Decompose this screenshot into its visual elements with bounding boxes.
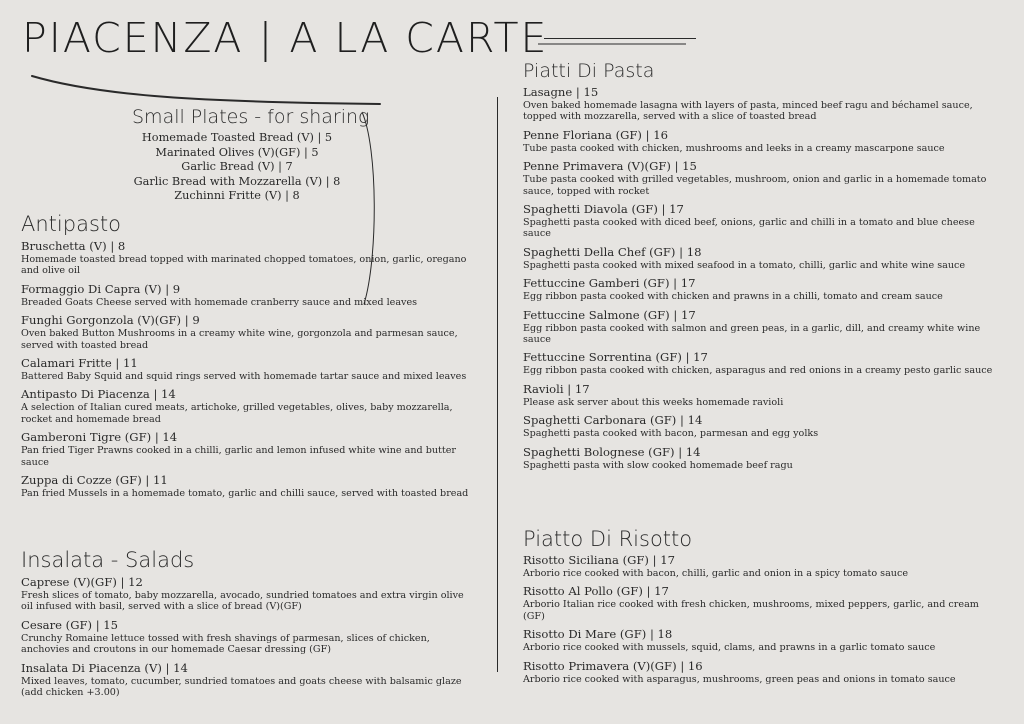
menu-item-title: Insalata Di Piacenza (V) | 14 (21, 660, 188, 675)
menu-item-desc: Tube pasta cooked with chicken, mushrooms and leeks in a creamy mascarpone sauce (523, 142, 945, 154)
menu-item-desc: Egg ribbon pasta cooked with chicken and prawns in a chilli, tomato and cream sauce (523, 291, 943, 303)
small-plate-item: Homemade Toasted Bread (V) | 5 (141, 131, 333, 144)
menu-item-title: Calamari Fritte | 11 (21, 356, 138, 371)
risotto-list (523, 552, 993, 689)
small-plates-list (132, 131, 342, 204)
menu-item-desc: Battered Baby Squid and squid rings served with homemade tartar sauce and mixed leaves (21, 371, 467, 383)
small-plates-heading: Small Plates - for sharing (132, 106, 370, 128)
menu-item-title: Fettuccine Salmone (GF) | 17 (523, 307, 696, 322)
menu-item-desc: Pan fried Tiger Prawns cooked in a chilli, garlic and lemon infused white wine and butter sauce (21, 445, 457, 468)
menu-item-desc: Egg ribbon pasta cooked with chicken, asparagus and red onions in a creamy pesto garlic sauce (523, 365, 993, 377)
menu-item-desc: Pan fried Mussels in a homemade tomato, garlic and chilli sauce, served with toasted bread (21, 488, 469, 500)
menu-item-desc: Breaded Goats Cheese served with homemade cranberry sauce and mixed leaves (21, 296, 418, 308)
menu-item-title: Bruschetta (V) | 8 (21, 239, 126, 253)
menu-item-title: Fettuccine Gamberi (GF) | 17 (523, 276, 696, 291)
menu-item-desc: Egg ribbon pasta cooked with salmon and green peas, in a garlic, dill, and creamy white wine sauce (523, 322, 981, 346)
menu-item-title: Caprese (V)(GF) | 12 (21, 575, 143, 589)
menu-item-title: Lasagne | 15 (523, 85, 599, 99)
menu-item-title: Fettuccine Sorrentina (GF) | 17 (523, 350, 708, 365)
menu-item-desc: Fresh slices of tomato, baby mozzarella, avocado, sundried tomatoes and extra virgin olive oil infused with basil, served with a slice of bread (V)(GF) (21, 590, 464, 613)
menu-item-desc: Tube pasta cooked with grilled vegetables, mushroom, onion and garlic in a homemade tomato sauce, topped with rocket (523, 174, 987, 197)
menu-item-desc: Crunchy Romaine lettuce tossed with fresh shavings of parmesan, slices of chicken, anchovies and croutons in our homemade Caesar dressing (GF) (21, 632, 430, 656)
menu-item-title: Spaghetti Diavola (GF) | 17 (523, 202, 684, 217)
menu-item-desc: Oven baked homemade lasagna with layers of pasta, minced beef ragu and béchamel sauce, topped with mozzarella, served with a slice of toasted bread (523, 100, 973, 123)
menu-item-title: Spaghetti Bolognese (GF) | 14 (523, 444, 701, 459)
menu-item-title: Risotto Primavera (V)(GF) | 16 (523, 658, 703, 673)
menu-item-desc: Arborio Italian rice cooked with fresh chicken, mushrooms, mixed peppers, garlic, and cream (GF) (523, 599, 979, 622)
menu-item-desc: Homemade toasted bread topped with marinated chopped tomatoes, onion, garlic, oregano and olive oil (21, 254, 467, 277)
menu-item-title: Antipasto Di Piacenza | 14 (21, 387, 176, 402)
menu-item-title: Risotto Di Mare (GF) | 18 (523, 627, 673, 642)
menu-item-desc: Spaghetti pasta cooked with mixed seafood in a tomato, chilli, garlic and white wine sauce (523, 259, 966, 271)
menu-item-desc: Arborio rice cooked with bacon, chilli, garlic and onion in a spicy tomato sauce (523, 568, 909, 579)
antipasto-list (21, 238, 471, 503)
column-divider (497, 97, 498, 672)
small-plate-item: Marinated Olives (V)(GF) | 5 (155, 145, 319, 159)
menu-item-title: Gamberoni Tigre (GF) | 14 (21, 430, 178, 445)
menu-item-title: Risotto Al Pollo (GF) | 17 (523, 584, 669, 599)
antipasto-heading: Antipasto (21, 212, 121, 236)
menu-item-desc: Please ask server about this weeks homemade ravioli (523, 396, 784, 408)
menu-item-title: Penne Floriana (GF) | 16 (523, 127, 668, 142)
menu-item-desc: Spaghetti pasta cooked with bacon, parmesan and egg yolks (523, 428, 819, 440)
menu-item-desc: Arborio rice cooked with mussels, squid, clams, and prawns in a garlic tomato sauce (523, 642, 936, 654)
pasta-heading: Piatti Di Pasta (523, 60, 655, 82)
menu-item-desc: Mixed leaves, tomato, cucumber, sundried tomatoes and goats cheese with balsamic glaze (add chicken +3.00) (21, 675, 462, 699)
menu-item-desc: A selection of Italian cured meats, artichoke, grilled vegetables, olives, baby mozzarella, rocket and homemade bread (21, 402, 453, 425)
insalata-heading: Insalata - Salads (21, 548, 195, 572)
menu-item-title: Funghi Gorgonzola (V)(GF) | 9 (21, 313, 200, 328)
small-plate-item: Garlic Bread with Mozzarella (V) | 8 (133, 174, 341, 188)
title-swoosh-decoration (30, 72, 390, 106)
menu-title: PIACENZA | A LA CARTE (22, 14, 549, 62)
menu-item-desc: Spaghetti pasta cooked with diced beef, onions, garlic and chilli in a tomato and blue cheese sauce (523, 217, 975, 240)
menu-item-desc: Spaghetti pasta with slow cooked homemade beef ragu (523, 459, 793, 471)
menu-item-desc: Arborio rice cooked with asparagus, mushrooms, green peas and onions in tomato sauce (523, 673, 956, 685)
menu-item-title: Penne Primavera (V)(GF) | 15 (523, 159, 697, 174)
small-plate-item: Garlic Bread (V) | 7 (181, 160, 293, 174)
menu-item-title: Spaghetti Della Chef (GF) | 18 (523, 244, 702, 259)
pasta-list (523, 84, 993, 475)
risotto-heading: Piatto Di Risotto (523, 527, 693, 551)
menu-item-title: Ravioli | 17 (523, 381, 590, 396)
menu-item-title: Formaggio Di Capra (V) | 9 (21, 281, 181, 296)
menu-item-title: Zuppa di Cozze (GF) | 11 (21, 473, 168, 488)
title-rule-decoration (538, 36, 698, 48)
menu-item-title: Cesare (GF) | 15 (21, 617, 119, 632)
menu-item-title: Spaghetti Carbonara (GF) | 14 (523, 413, 703, 428)
menu-item-desc: Oven baked Button Mushrooms in a creamy white wine, gorgonzola and parmesan sauce, served with toasted bread (21, 328, 458, 351)
small-plate-item: Zuchinni Fritte (V) | 8 (174, 189, 300, 203)
insalata-list (21, 574, 471, 702)
menu-item-title: Risotto Siciliana (GF) | 17 (523, 553, 675, 567)
